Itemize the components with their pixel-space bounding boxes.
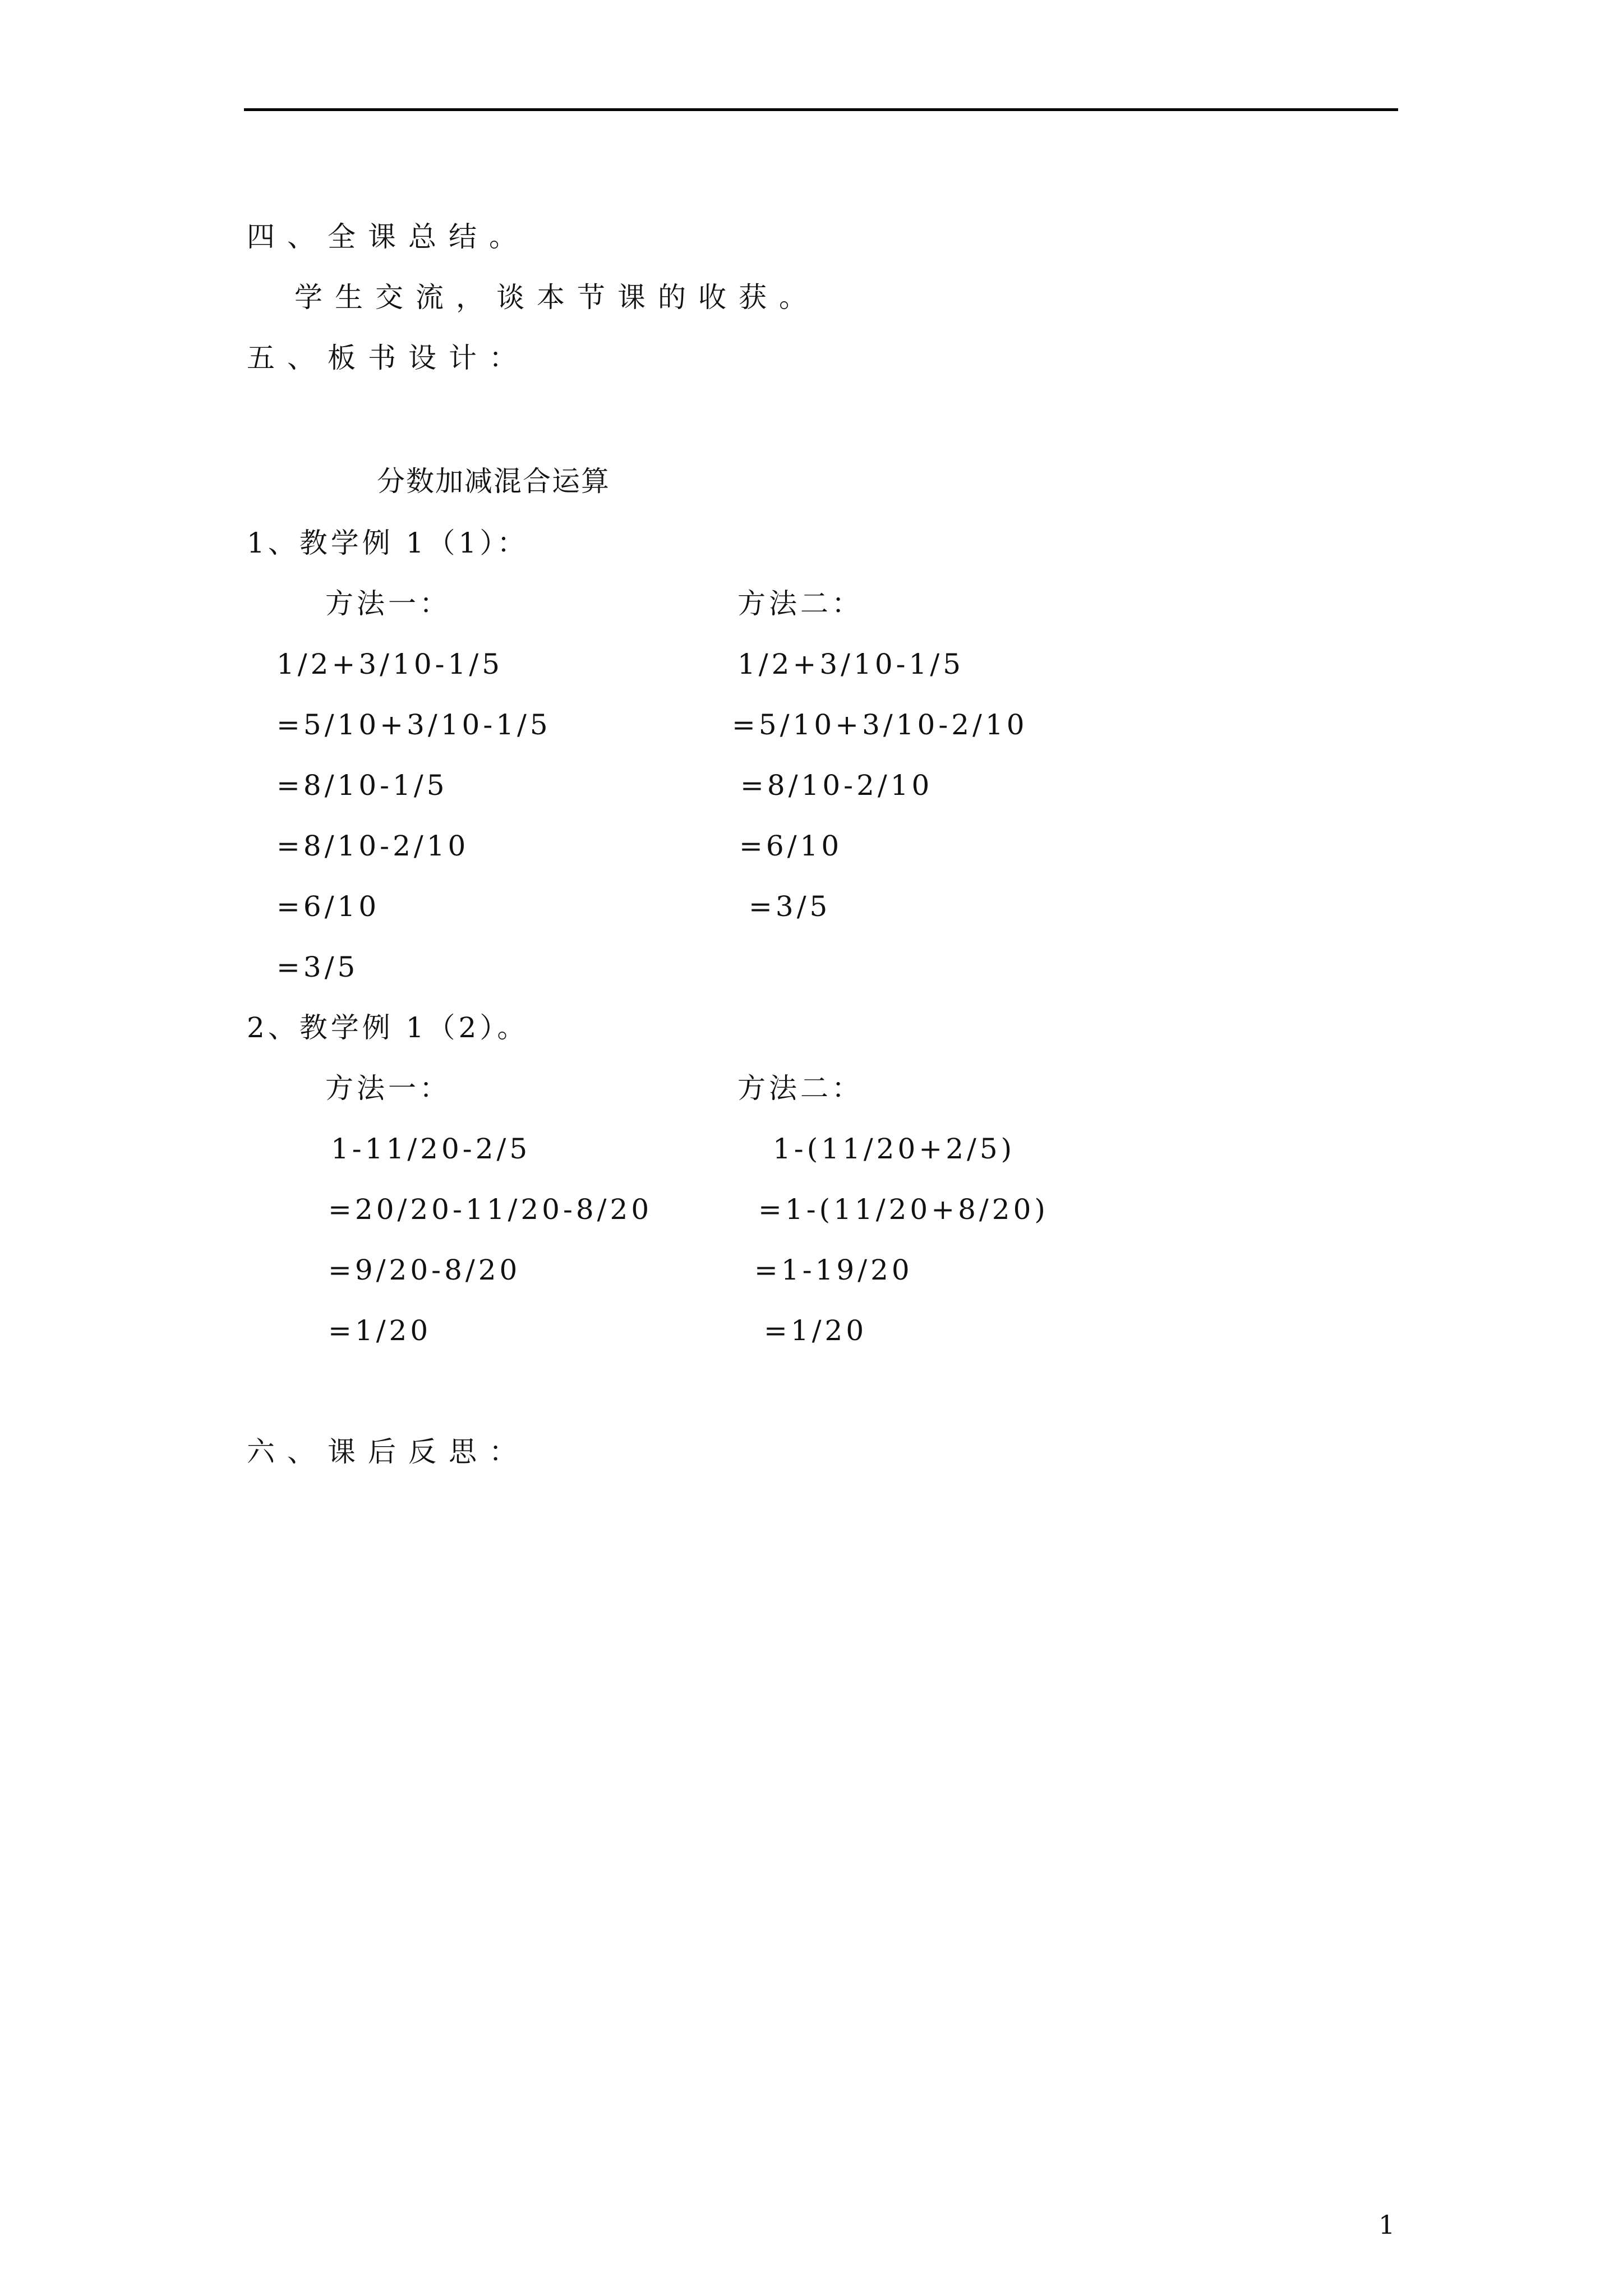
example-2-method-2-step: 1-(11/20+2/5)	[773, 1133, 1016, 1165]
example-1-method-2-step: =5/10+3/10-2/10	[732, 708, 1028, 741]
example-2-label: 2、教学例 1（2）。	[247, 1011, 529, 1044]
section-4-text: 学生交流，谈本节课的收获。	[294, 281, 819, 314]
section-4-heading: 四、全课总结。	[247, 220, 529, 253]
example-1-method-1-step: =6/10	[276, 890, 380, 923]
board-title: 分数加减混合运算	[377, 465, 610, 498]
example-1-method-2-step: =3/5	[749, 890, 831, 923]
example-2-method-2-step: =1-(11/20+8/20)	[758, 1193, 1049, 1226]
example-1-method-1-step: =3/5	[276, 951, 359, 983]
example-1-method-2-label: 方法二：	[737, 587, 863, 620]
example-2-method-1-step: =1/20	[328, 1314, 432, 1347]
example-1-method-2-step: =8/10-2/10	[740, 769, 933, 802]
example-2-method-1-step: 1-11/20-2/5	[331, 1133, 531, 1165]
page-number: 1	[1378, 2210, 1395, 2240]
example-2-method-1-step: =9/20-8/20	[328, 1254, 521, 1286]
example-2-method-1-step: =20/20-11/20-8/20	[328, 1193, 653, 1226]
example-2-method-1-label: 方法一：	[325, 1072, 451, 1105]
example-1-label: 1、教学例 1（1）：	[247, 527, 529, 559]
section-6-heading: 六、课后反思：	[247, 1435, 529, 1468]
section-5-heading: 五、板书设计：	[247, 342, 529, 374]
example-2-method-2-step: =1/20	[764, 1314, 868, 1347]
example-1-method-2-step: =6/10	[739, 830, 843, 862]
example-1-method-1-step: 1/2+3/10-1/5	[276, 648, 504, 680]
example-1-method-1-label: 方法一：	[325, 587, 451, 620]
example-2-method-2-label: 方法二：	[737, 1072, 863, 1105]
example-2-method-2-step: =1-19/20	[754, 1254, 913, 1286]
example-1-method-1-step: =5/10+3/10-1/5	[276, 708, 551, 741]
example-1-method-1-step: =8/10-1/5	[276, 769, 448, 802]
example-1-method-1-step: =8/10-2/10	[276, 830, 469, 862]
header-rule	[244, 108, 1398, 111]
example-1-method-2-step: 1/2+3/10-1/5	[737, 648, 965, 680]
